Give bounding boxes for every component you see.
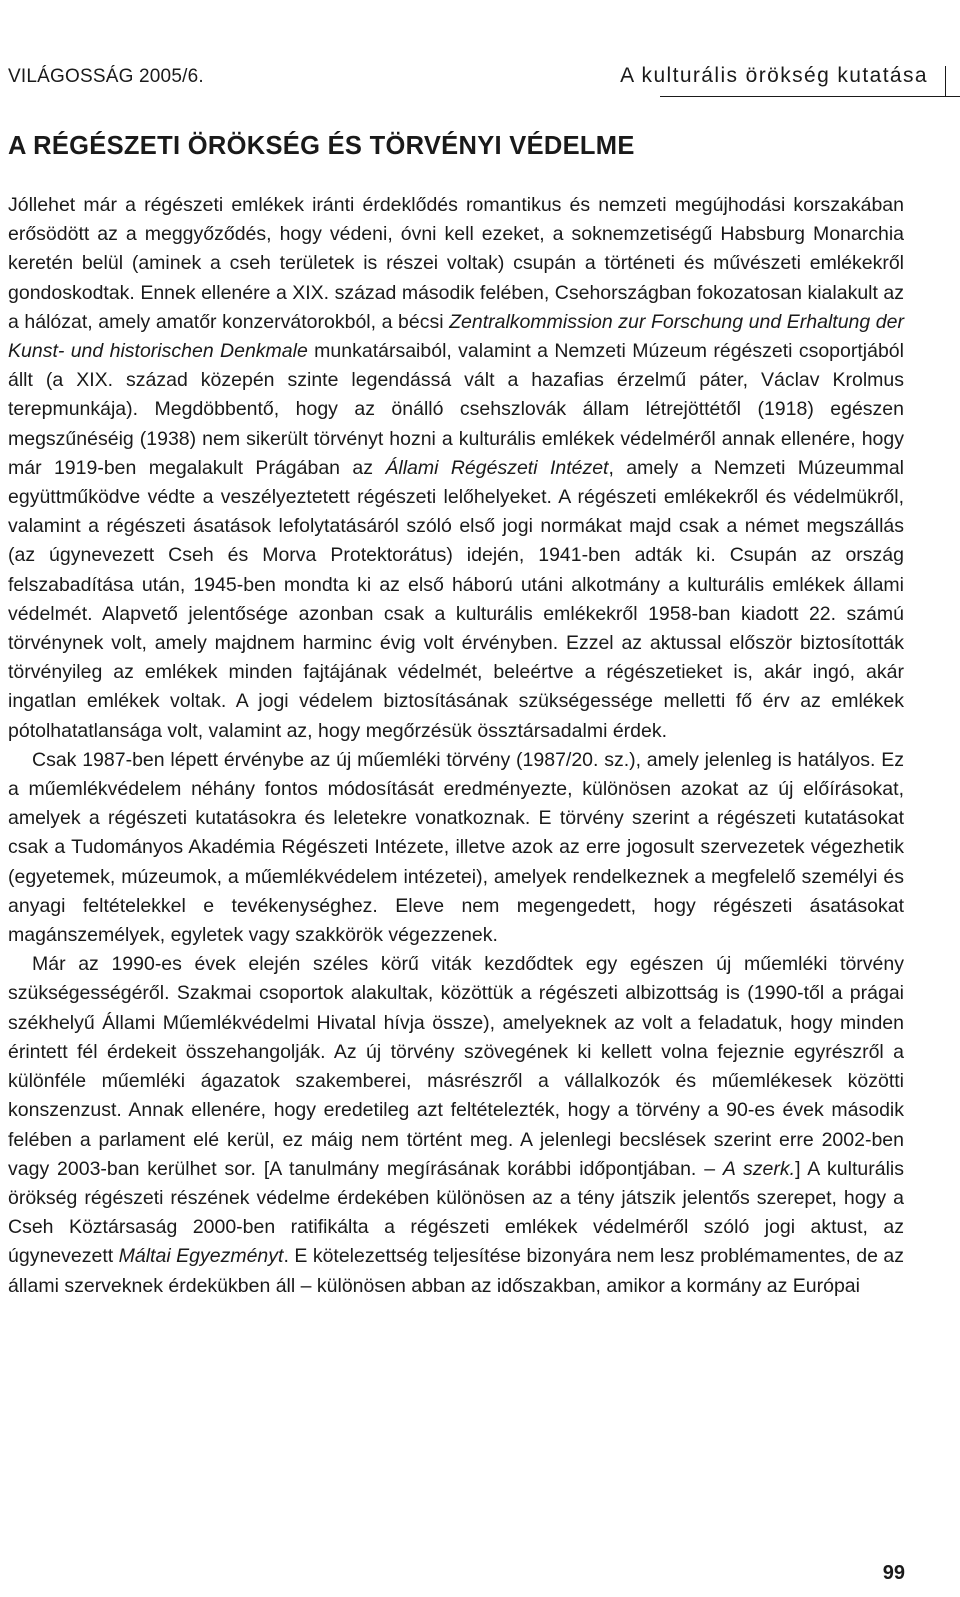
paragraph-text: ] A kulturális örökség régészeti részének védelme érdekében különösen az a tény játszik jelentős szerepet, hogy a Cseh Köztársaság 2000-ben ratifikálta a régészeti emlékek védelméről szóló jogi aktust, az úgynevezett [8, 1157, 904, 1268]
paragraph-text: . E kötelezettség teljesítése bizonyára nem lesz problémamentes, de az állami szerveknek érdekükben áll – különösen abban az időszakban, amikor a kormány az Európai [8, 1245, 904, 1297]
paragraph-3 [8, 950, 904, 1300]
header-rule-vertical [945, 66, 946, 96]
emphasis-text: Zentralkommission zur Forschung und Erhaltung der Kunst- und historischen Denkmale [8, 310, 904, 363]
paragraph-text: Már az 1990-es évek elején széles körű viták kezdődtek egy egészen új műemléki törvény szükségességéről. Szakmai csoportok alakultak, közöttük a régészeti albizottság is (1990-től a prágai székhelyű Állami Műemlékvédelmi Hivatal hívja össze), amelyeknek az volt a feladatuk, hogy minden érintett fél érdekeit összehangolják. Az új törvény szövegének ki kellett volna fejeznie egyrészről a különféle műemléki ágazatok szakemberei, másrészről a vállalkozók és műemlékesek közötti konszenzust. Annak ellenére, hogy eredetileg azt feltételezték, hogy a törvény a 90-es évek második felében a parlament elé kerül, ez máig nem történt meg. A jelenlegi becslések szerint erre 2002-ben vagy 2003-ban kerülhet sor. [A tanulmány megírásának korábbi időpontjában. – [8, 953, 904, 1180]
article-title: A RÉGÉSZETI ÖRÖKSÉG ÉS TÖRVÉNYI VÉDELME [8, 132, 635, 160]
paragraph-text: Jóllehet már a régészeti emlékek iránti érdeklődés romantikus és nemzeti megújhodási korszakában erősödött az a meggyőződés, hogy védeni, óvni kell ezeket, a soknemzetiségű Habsburg Monarchia keretén belül (aminek a cseh területek is részei voltak) csupán a történeti és művészeti emlékekről gondoskodtak. Ennek ellenére a XIX. század második felében, Csehországban fokozatosan kialakult az a hálózat, amely amatőr konzervátorokból, a bécsi [8, 194, 904, 333]
journal-issue: VILÁGOSSÁG 2005/6. [8, 66, 204, 87]
emphasis-text: Máltai Egyezményt [118, 1245, 284, 1268]
section-title: A kulturális örökség kutatása [620, 64, 928, 87]
emphasis-text: A szerk. [722, 1157, 796, 1180]
article-body [8, 191, 904, 1301]
page-number: 99 [882, 1562, 905, 1584]
paragraph-2: Csak 1987-ben lépett érvénybe az új műemléki törvény (1987/20. sz.), amely jelenleg is hatályos. Ez a műemlékvédelem néhány fontos módosítását eredményezte, különösen azokat az új előírásokat, amelyek a régészeti kutatásokra és leletekre vonatkoznak. E törvény szerint a régészeti kutatásokat csak a Tudományos Akadémia Régészeti Intézete, illetve azok az erre jogosult szervezetek végezhetik (egyetemek, múzeumok, a műemlékvédelem intézetei), amelyek rendelkeznek a megfelelő személyi és anyagi feltételekkel e tevékenységhez. Eleve nem megengedett, hogy régészeti ásatásokat magánszemélyek, egyletek vagy szakkörök végezzenek. [8, 748, 904, 947]
header-rule [660, 96, 960, 97]
emphasis-text: Állami Régészeti Intézet [385, 456, 609, 479]
paragraph-text: munkatársaiból, valamint a Nemzeti Múzeum régészeti csoportjából állt (a XIX. század közepén szinte legendássá vált a hazafias érzelmű páter, Václav Krolmus terepmunkája). Megdöbbentő, hogy az önálló csehszlovák állam létrejöttétől (1918) egészen megszűnéséig (1938) nem sikerült törvényt hozni a kulturális emlékek védelméről annak ellenére, hogy már 1919-ben megalakult Prágában az [8, 340, 904, 479]
running-head [8, 66, 960, 100]
paragraph-1 [8, 191, 904, 746]
paragraph-text: , amely a Nemzeti Múzeummal együttműködve védte a veszélyeztetett régészeti lelőhelyeket. A régészeti emlékekről és védelmükről, valamint a régészeti ásatások lefolytatásáról szóló első jogi normákat majd csak a német megszállás (az úgynevezett Cseh és Morva Protektorátus) idején, 1941-ben adták ki. Csupán az ország felszabadítása után, 1945-ben mondta ki az első háború utáni alkotmány a kulturális emlékek állami védelmét. Alapvető jelentősége azonban csak a kulturális emlékekről 1958-ban kiadott 22. számú törvénynek volt, amely majdnem harminc évig volt érvényben. Ezzel az aktussal először biztosították törvényileg az emlékek minden fajtájának védelmét, beleértve a régészetieket is, akár ingó, akár ingatlan emlékek voltak. A jogi védelem biztosításának szükségessége melletti fő érv az emlékek pótolhatatlansága volt, valamint az, hogy megőrzésük össztársadalmi érdek. [8, 456, 904, 742]
